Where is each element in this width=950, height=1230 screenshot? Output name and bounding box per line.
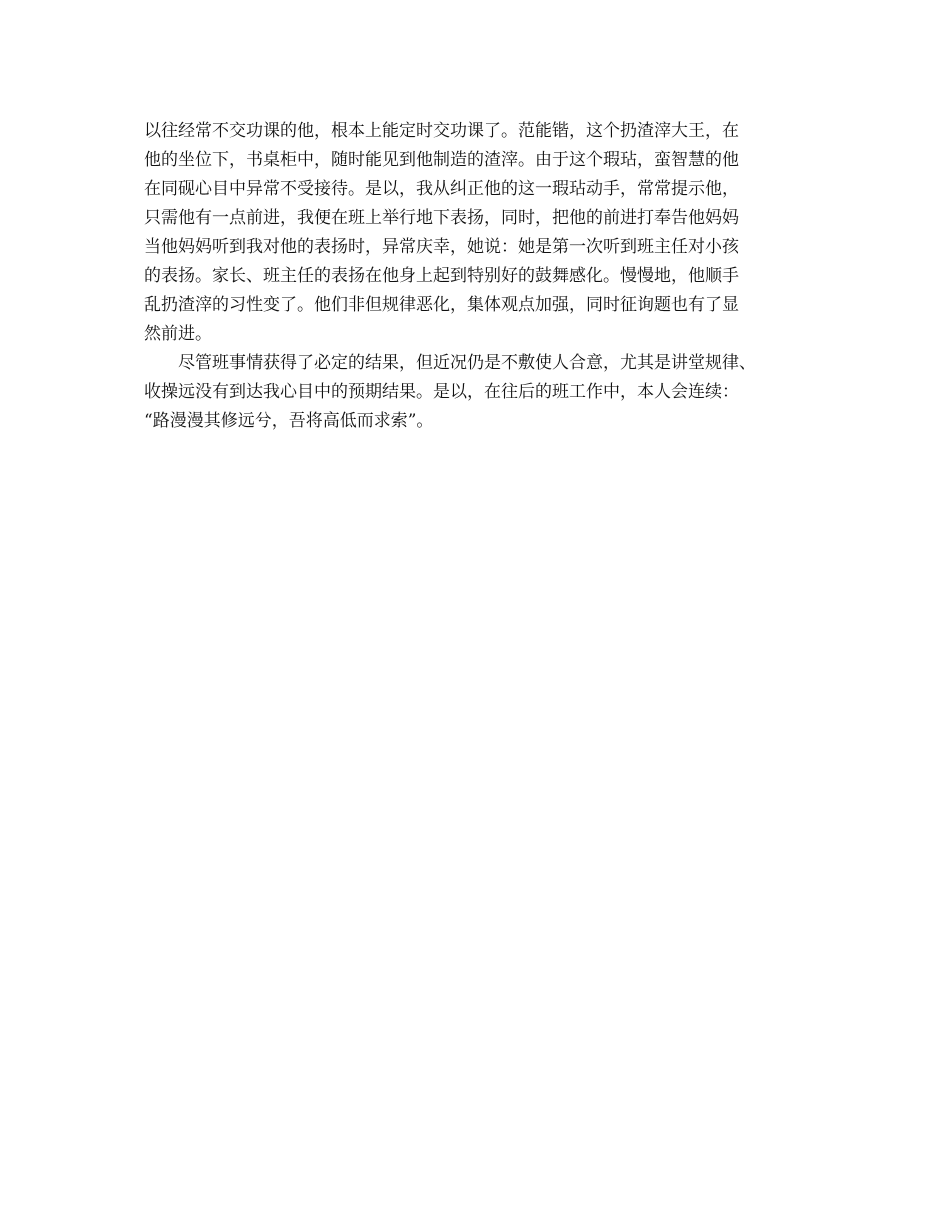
paragraph-2-line-1: 尽管班事情获得了必定的结果，但近况仍是不敷使人合意，尤其是讲堂规律、 (178, 353, 756, 373)
paragraph-2-line-3: “路漫漫其修远兮，吾将高低而求索”。 (144, 411, 434, 431)
paragraph-1-line-7: 乱扔渣滓的习性变了。他们非但规律恶化，集体观点加强，同时征询题也有了显 (144, 295, 739, 315)
paragraph-1-line-3: 在同砚心目中异常不受接待。是以，我从纠正他的这一瑕玷动手，常常提示他， (144, 179, 739, 199)
paragraph-1-line-5: 当他妈妈听到我对他的表扬时，异常庆幸，她说：她是第一次听到班主任对小孩 (144, 237, 739, 257)
paragraph-1-line-4: 只需他有一点前进，我便在班上举行地下表扬，同时，把他的前进打奉告他妈妈 (144, 208, 739, 228)
paragraph-1-line-8: 然前进。 (144, 324, 212, 344)
paragraph-2-line-2: 收操远没有到达我心目中的预期结果。是以，在往后的班工作中，本人会连续： (144, 382, 739, 402)
paragraph-1-line-6: 的表扬。家长、班主任的表扬在他身上起到特别好的鼓舞感化。慢慢地，他顺手 (144, 266, 739, 286)
document-body (144, 117, 834, 436)
paragraph-1-line-1: 以往经常不交功课的他，根本上能定时交功课了。范能锴，这个扔渣滓大王，在 (144, 121, 739, 141)
paragraph-1-line-2: 他的坐位下，书桌柜中，随时能见到他制造的渣滓。由于这个瑕玷，蛮智慧的他 (144, 150, 739, 170)
